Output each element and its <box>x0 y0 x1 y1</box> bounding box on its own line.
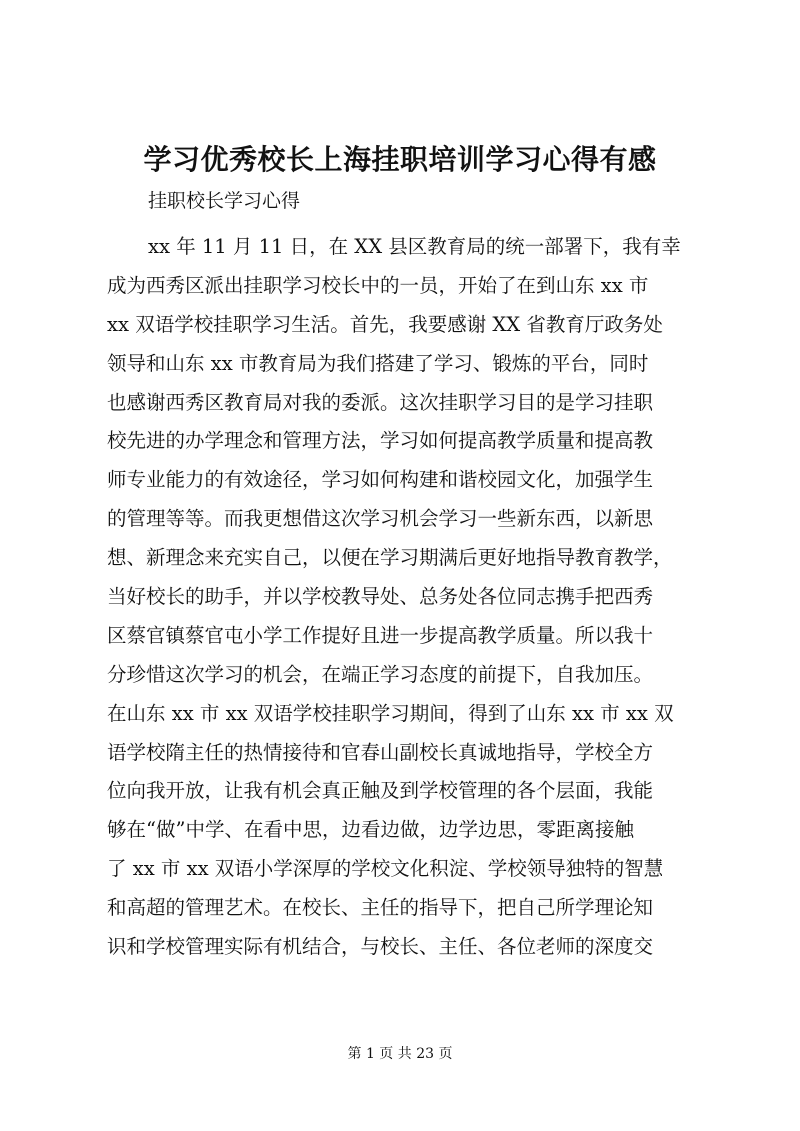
body-line: 校先进的办学理念和管理方法，学习如何提高教学质量和提高教 <box>107 429 654 453</box>
body-line: xx 年 11 月 11 日，在 XX 县区教育局的统一部署下，我有幸 <box>148 235 681 258</box>
body-line: 成为西秀区派出挂职学习校长中的一员，开始了在到山东 xx 市 <box>107 273 649 297</box>
body-line: xx 双语学校挂职学习生活。首先，我要感谢 XX 省教育厅政务处 <box>107 312 663 336</box>
body-line: 识和学校管理实际有机结合，与校长、主任、各位老师的深度交 <box>107 935 654 959</box>
page-number-footer: 第 1 页 共 23 页 <box>347 1046 453 1062</box>
body-text <box>107 232 707 971</box>
body-line: 位向我开放，让我有机会真正触及到学校管理的各个层面，我能 <box>107 779 654 803</box>
body-line: 够在“做”中学、在看中思，边看边做，边学边思，零距离接触 <box>107 818 634 842</box>
body-line: 在山东 xx 市 xx 双语学校挂职学习期间，得到了山东 xx 市 xx 双 <box>107 701 674 725</box>
body-line: 领导和山东 xx 市教育局为我们搭建了学习、锻炼的平台，同时 <box>107 351 649 375</box>
body-line: 想、新理念来充实自己，以便在学习期满后更好地指导教育教学， <box>107 546 673 570</box>
body-line: 师专业能力的有效途径，学习如何构建和谐校园文化，加强学生 <box>107 468 654 492</box>
document-title: 学习优秀校长上海挂职培训学习心得有感 <box>143 143 657 176</box>
body-line: 也感谢西秀区教育局对我的委派。这次挂职学习目的是学习挂职 <box>107 390 654 414</box>
body-line: 当好校长的助手，并以学校教导处、总务处各位同志携手把西秀 <box>107 585 654 609</box>
body-line: 的管理等等。而我更想借这次学习机会学习一些新东西，以新思 <box>107 507 654 531</box>
document-subheading: 挂职校长学习心得 <box>148 190 301 212</box>
body-line: 区蔡官镇蔡官屯小学工作提好且进一步提高教学质量。所以我十 <box>107 623 654 647</box>
body-line: 语学校隋主任的热情接待和官春山副校长真诚地指导，学校全方 <box>107 740 654 764</box>
body-line: 和高超的管理艺术。在校长、主任的指导下，把自己所学理论知 <box>107 896 654 920</box>
body-line: 分珍惜这次学习的机会，在端正学习态度的前提下，自我加压。 <box>107 662 654 686</box>
body-line: 了 xx 市 xx 双语小学深厚的学校文化积淀、学校领导独特的智慧 <box>107 857 664 881</box>
